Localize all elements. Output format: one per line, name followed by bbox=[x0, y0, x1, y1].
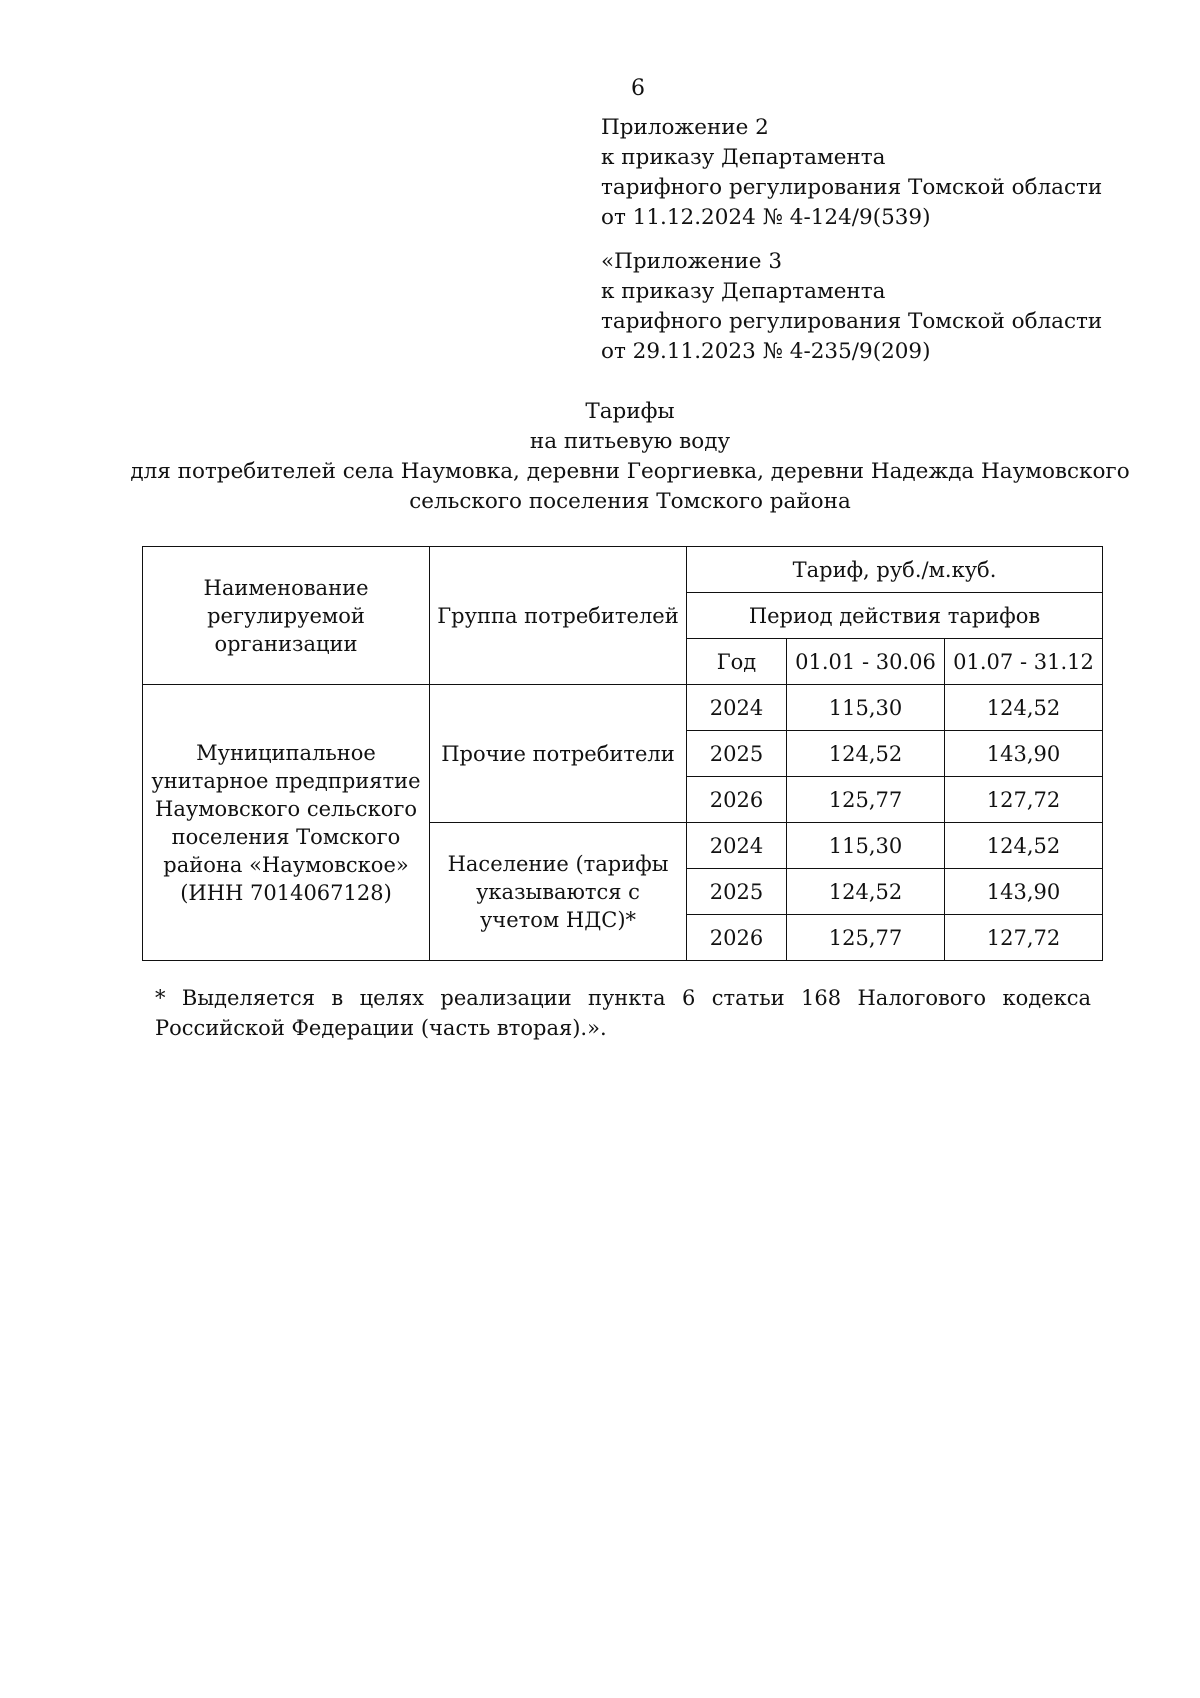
appendix-original-line: «Приложение 3 bbox=[601, 249, 782, 274]
tariff-cell: 124,52 bbox=[945, 823, 1103, 869]
header-half1: 01.01 - 30.06 bbox=[787, 639, 945, 685]
year-cell: 2026 bbox=[687, 777, 787, 823]
header-row bbox=[143, 547, 1103, 593]
table-row bbox=[143, 685, 1103, 731]
header-year: Год bbox=[687, 639, 787, 685]
year-cell: 2024 bbox=[687, 823, 787, 869]
header-tariff: Тариф, руб./м.куб. bbox=[687, 547, 1103, 593]
appendix-current-line: к приказу Департамента bbox=[601, 145, 886, 170]
appendix-current-header bbox=[601, 113, 1121, 233]
tariff-cell: 125,77 bbox=[787, 777, 945, 823]
appendix-original-line: от 29.11.2023 № 4-235/9(209) bbox=[601, 339, 931, 364]
title-line: на питьевую воду bbox=[529, 429, 731, 454]
tariff-cell: 115,30 bbox=[787, 685, 945, 731]
title-line: Тарифы bbox=[585, 399, 675, 424]
tariff-table bbox=[142, 546, 1103, 961]
tariff-cell: 124,52 bbox=[787, 731, 945, 777]
appendix-current-line: от 11.12.2024 № 4-124/9(539) bbox=[601, 205, 931, 230]
title-line: для потребителей села Наумовка, деревни Георгиевка, деревни Надежда Наумовского bbox=[130, 459, 1130, 484]
tariff-cell: 124,52 bbox=[787, 869, 945, 915]
tariff-cell: 127,72 bbox=[945, 777, 1103, 823]
year-cell: 2025 bbox=[687, 869, 787, 915]
organization-name: Муниципальное унитарное предприятие Наумовского сельского поселения Томского района «Наумовское» (ИНН 7014067128) bbox=[143, 685, 430, 961]
appendix-original-line: к приказу Департамента bbox=[601, 279, 886, 304]
tariff-cell: 143,90 bbox=[945, 869, 1103, 915]
year-cell: 2025 bbox=[687, 731, 787, 777]
header-half2: 01.07 - 31.12 bbox=[945, 639, 1103, 685]
tariff-cell: 124,52 bbox=[945, 685, 1103, 731]
page-number: 6 bbox=[631, 76, 645, 101]
title-line: сельского поселения Томского района bbox=[409, 489, 851, 514]
header-period: Период действия тарифов bbox=[687, 593, 1103, 639]
document-title bbox=[60, 397, 1200, 517]
footnote: * Выделяется в целях реализации пункта 6 статьи 168 Налогового кодекса Российской Федерации (часть вторая).». bbox=[155, 986, 1091, 1040]
tariff-cell: 115,30 bbox=[787, 823, 945, 869]
appendix-original-line: тарифного регулирования Томской области bbox=[601, 309, 1103, 334]
year-cell: 2024 bbox=[687, 685, 787, 731]
tariff-cell: 127,72 bbox=[945, 915, 1103, 961]
consumer-group: Население (тарифы указываются с учетом НДС)* bbox=[430, 823, 687, 961]
appendix-current-line: тарифного регулирования Томской области bbox=[601, 175, 1103, 200]
tariff-cell: 125,77 bbox=[787, 915, 945, 961]
appendix-current-line: Приложение 2 bbox=[601, 115, 769, 140]
header-group: Группа потребителей bbox=[430, 547, 687, 685]
header-organization: Наименование регулируемой организации bbox=[143, 547, 430, 685]
year-cell: 2026 bbox=[687, 915, 787, 961]
appendix-original-header bbox=[601, 247, 1121, 367]
consumer-group: Прочие потребители bbox=[430, 685, 687, 823]
tariff-cell: 143,90 bbox=[945, 731, 1103, 777]
